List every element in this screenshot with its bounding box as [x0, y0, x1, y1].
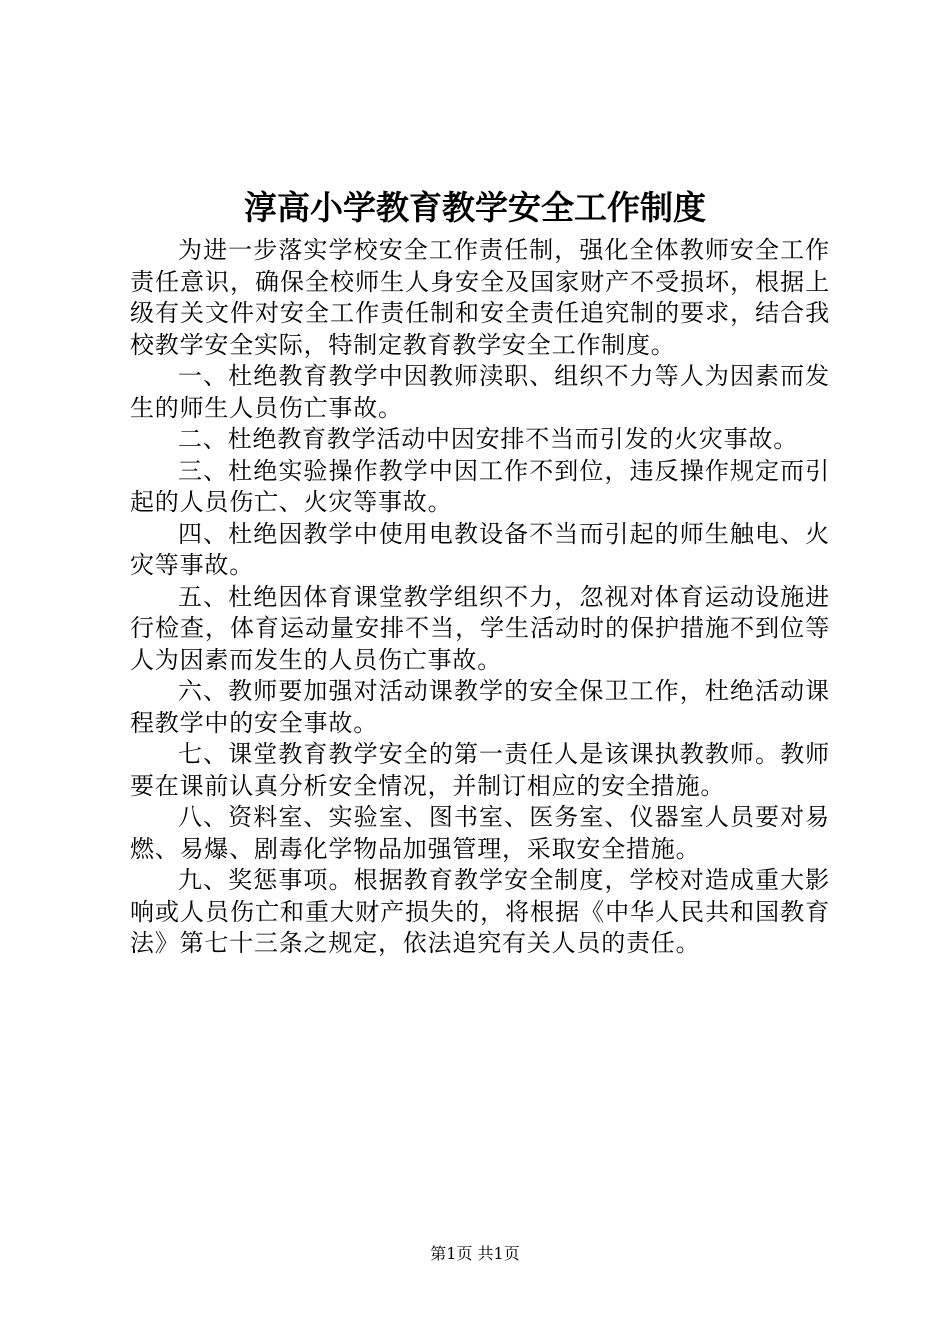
paragraph-item-5: 五、杜绝因体育课堂教学组织不力，忽视对体育运动设施进行检查，体育运动量安排不当，学生活动时的保护措施不到位等人为因素而发生的人员伤亡事故。: [130, 582, 830, 674]
document-title: 淳高小学教育教学安全工作制度: [244, 188, 706, 227]
paragraph-intro: 为进一步落实学校安全工作责任制，强化全体教师安全工作责任意识，确保全校师生人身安全及国家财产不受损坏，根据上级有关文件对安全工作责任制和安全责任追究制的要求，结合我校教学安全实际，特制定教育教学安全工作制度。: [130, 236, 830, 359]
document-body: [130, 235, 830, 960]
paragraph-item-1: 一、杜绝教育教学中因教师渎职、组织不力等人为因素而发生的师生人员伤亡事故。: [130, 362, 830, 422]
paragraph-item-7: 七、课堂教育教学安全的第一责任人是该课执教教师。教师要在课前认真分析安全情况，并制订相应的安全措施。: [130, 740, 830, 800]
paragraph-item-3: 三、杜绝实验操作教学中因工作不到位，违反操作规定而引起的人员伤亡、火灾等事故。: [130, 456, 830, 516]
paragraph-item-9: 九、奖惩事项。根据教育教学安全制度，学校对造成重大影响或人员伤亡和重大财产损失的，将根据《中华人民共和国教育法》第七十三条之规定，依法追究有关人员的责任。: [130, 866, 830, 957]
paragraph-item-8: 八、资料室、实验室、图书室、医务室、仪器室人员要对易燃、易爆、剧毒化学物品加强管理，采取安全措施。: [130, 803, 830, 863]
paragraph-item-6: 六、教师要加强对活动课教学的安全保卫工作，杜绝活动课程教学中的安全事故。: [130, 677, 830, 737]
paragraph-item-4: 四、杜绝因教学中使用电教设备不当而引起的师生触电、火灾等事故。: [130, 519, 830, 579]
paragraph-item-2: 二、杜绝教育教学活动中因安排不当而引发的火灾事故。: [178, 425, 798, 453]
page-number-footer: 第1页 共1页: [430, 1244, 520, 1263]
